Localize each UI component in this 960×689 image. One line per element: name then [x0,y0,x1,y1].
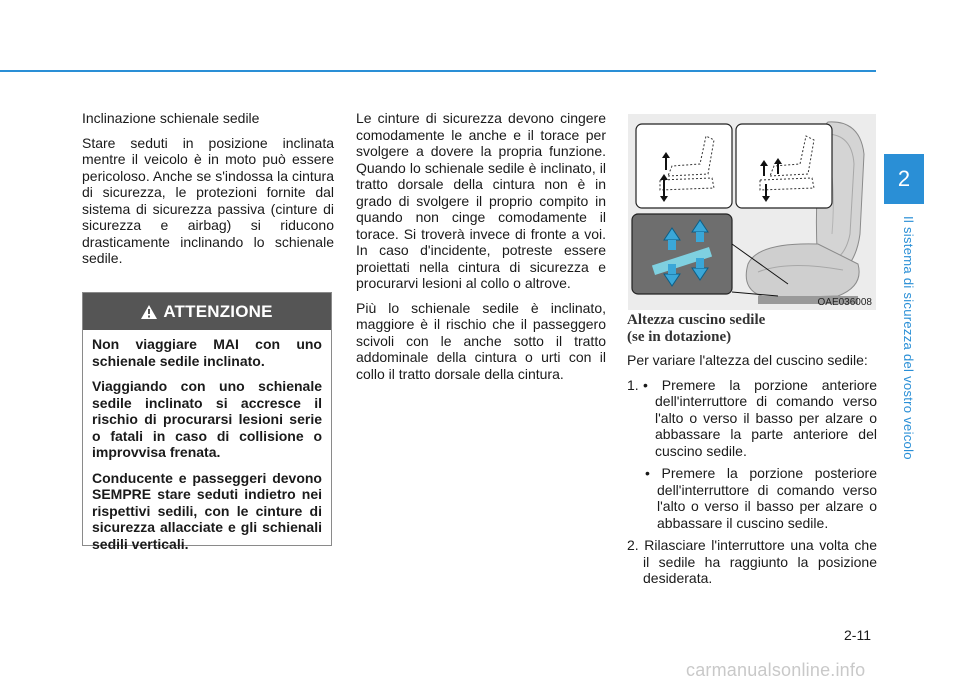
header-rule [0,70,876,72]
heading-line: Altezza cuscino sedile [627,312,766,328]
list-item: 2. Rilasciare l'interruttore una volta che il sedile ha raggiunto la posizione desiderata. [627,537,877,586]
seat-diagram-image [628,114,876,310]
warning-box [82,292,332,552]
heading-line: (se in dotazione) [627,329,732,345]
warning-paragraph: Conducente e passeggeri devono SEMPRE stare seduti indietro nei rispettivi sedili, con le cinture di sicurezza allacciate e gli schienali sedili verticali. [92,469,322,552]
step-number: 1. [627,376,639,393]
warning-triangle-icon [141,305,157,319]
warning-body [83,330,331,552]
body-paragraph: Più lo schienale sedile è inclinato, maggiore è il rischio che il passeggero scivoli con le anche sotto il tratto addominale della cintura o urti con il collo il tratto dorsale della cintura. [356,299,606,382]
chapter-tab [884,154,924,204]
seat-illustration [628,114,876,310]
body-paragraph: Per variare l'altezza del cuscino sedile: [627,352,868,368]
column-left [82,110,334,275]
body-paragraph: Stare seduti in posizione inclinata mentre il veicolo è in moto può essere pericoloso. Anche se s'indossa la cintura di sicurezza, le protezioni fornite dal sistema di sicurezza passiva (cinture di sicurezza e airbag) si riducono drasticamente inclinando lo schienale sedile. [82,134,334,266]
body-paragraph: Le cinture di sicurezza devono cingere comodamente le anche e il torace per svolgere a dovere la propria funzione. Quando lo schienale sedile è inclinato, il tratto dorsale della cintura non è in grado di svolgere il proprio compito in quando non cinge comodamente il torace. Si troverà invece di fronte a voi. In caso d'incidente, potreste essere proiettati nella cintura di sicurezza e procurarvi lesioni al collo o altrove. [356,110,606,291]
figure-code: OAE036008 [817,297,872,308]
column-middle [356,110,606,390]
warning-title: ATTENZIONE [163,301,273,321]
footer-watermark: carmanualsonline.info [686,660,866,680]
warning-paragraph: Non viaggiare MAI con uno schienale sedile inclinato. [92,336,322,369]
section-heading: Inclinazione schienale sedile [82,110,260,126]
instruction-list [627,377,877,587]
chapter-number: 2 [897,166,911,191]
column-right [627,312,877,593]
warning-paragraph: Viaggiando con uno schienale sedile inclinato si accresce il rischio di procurarsi lesioni serie o fatali in caso di collisione o improvvisa frenata. [92,378,322,460]
list-item [627,377,877,460]
page-number: 2-11 [844,627,871,643]
warning-header [83,293,331,330]
section-heading [627,312,877,346]
step-text: • Premere la porzione anteriore dell'interruttore di comando verso l'alto o verso il basso per alzare o abbassare la parte anteriore del cuscino sedile. [643,376,877,459]
chapter-title: Il sistema di sicurezza del vostro veicolo [901,216,916,460]
list-item: • Premere la porzione posteriore dell'interruttore di comando verso l'alto o verso il basso per alzare o abbassare il cuscino sedile. [645,465,877,531]
